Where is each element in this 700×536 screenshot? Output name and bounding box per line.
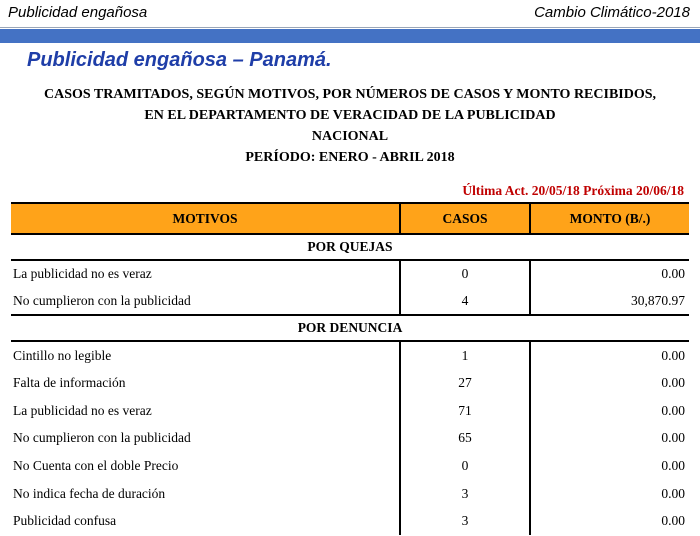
section-title: POR QUEJAS bbox=[11, 234, 689, 260]
casos-cell: 27 bbox=[400, 369, 530, 397]
monto-cell: 0.00 bbox=[530, 397, 689, 425]
header-project-title: Cambio Climático-2018 bbox=[534, 4, 690, 21]
slide-title: Publicidad engañosa – Panamá. bbox=[27, 49, 332, 71]
column-header-monto: MONTO (B/.) bbox=[530, 203, 689, 234]
heading-line-1: CASOS TRAMITADOS, SEGÚN MOTIVOS, POR NÚMEROS DE CASOS Y MONTO RECIBIDOS, bbox=[43, 87, 657, 102]
heading-line-2: EN EL DEPARTAMENTO DE VERACIDAD DE LA PUBLICIDAD bbox=[144, 108, 556, 123]
monto-cell: 0.00 bbox=[530, 341, 689, 369]
table-header-row bbox=[11, 203, 689, 234]
monto-cell: 0.00 bbox=[530, 480, 689, 508]
casos-cell: 0 bbox=[400, 452, 530, 480]
monto-cell: 0.00 bbox=[530, 260, 689, 288]
casos-cell: 4 bbox=[400, 288, 530, 316]
table-row bbox=[11, 288, 689, 316]
heading-line-3: NACIONAL bbox=[311, 129, 389, 144]
column-header-casos: CASOS bbox=[400, 203, 530, 234]
heading-line-4: PERÍODO: ENERO - ABRIL 2018 bbox=[245, 150, 455, 165]
table-row bbox=[11, 452, 689, 480]
motivo-cell: La publicidad no es veraz bbox=[13, 266, 152, 282]
motivo-cell: Publicidad confusa bbox=[13, 513, 117, 529]
motivo-cell: No cumplieron con la publicidad bbox=[11, 288, 400, 316]
section-row bbox=[11, 315, 689, 341]
section-row bbox=[11, 234, 689, 260]
casos-cell: 0 bbox=[400, 260, 530, 288]
blue-banner-bar bbox=[0, 29, 700, 43]
motivo-cell: Cintillo no legible bbox=[13, 347, 112, 363]
table-row bbox=[11, 480, 689, 508]
table-row bbox=[11, 424, 689, 452]
motivo-cell: No Cuenta con el doble Precio bbox=[13, 457, 179, 473]
table-row bbox=[11, 508, 689, 536]
table-row bbox=[11, 369, 689, 397]
casos-cell: 3 bbox=[400, 508, 530, 536]
monto-cell: 30,870.97 bbox=[530, 288, 689, 316]
monto-cell: 0.00 bbox=[530, 424, 689, 452]
casos-cell: 1 bbox=[400, 341, 530, 369]
motivo-cell: La publicidad no es veraz bbox=[13, 402, 152, 418]
table-body bbox=[11, 234, 689, 535]
motivo-cell: No cumplieron con la publicidad bbox=[13, 430, 191, 446]
casos-cell: 65 bbox=[400, 424, 530, 452]
table-heading bbox=[0, 84, 700, 168]
table-row bbox=[11, 260, 689, 288]
motivo-cell: Falta de información bbox=[13, 374, 126, 390]
motivo-cell: No indica fecha de duración bbox=[13, 485, 166, 501]
casos-cell: 71 bbox=[400, 397, 530, 425]
column-header-motivos: MOTIVOS bbox=[11, 203, 400, 234]
header-document-title: Publicidad engañosa bbox=[8, 4, 148, 21]
header-divider bbox=[0, 27, 700, 28]
update-note: Última Act. 20/05/18 Próxima 20/06/18 bbox=[462, 183, 684, 198]
monto-cell: 0.00 bbox=[530, 452, 689, 480]
monto-cell: 0.00 bbox=[530, 508, 689, 536]
table-row bbox=[11, 397, 689, 425]
monto-cell: 0.00 bbox=[530, 369, 689, 397]
cases-table bbox=[11, 202, 689, 535]
table-row bbox=[11, 341, 689, 369]
casos-cell: 3 bbox=[400, 480, 530, 508]
section-title: POR DENUNCIA bbox=[11, 315, 689, 341]
